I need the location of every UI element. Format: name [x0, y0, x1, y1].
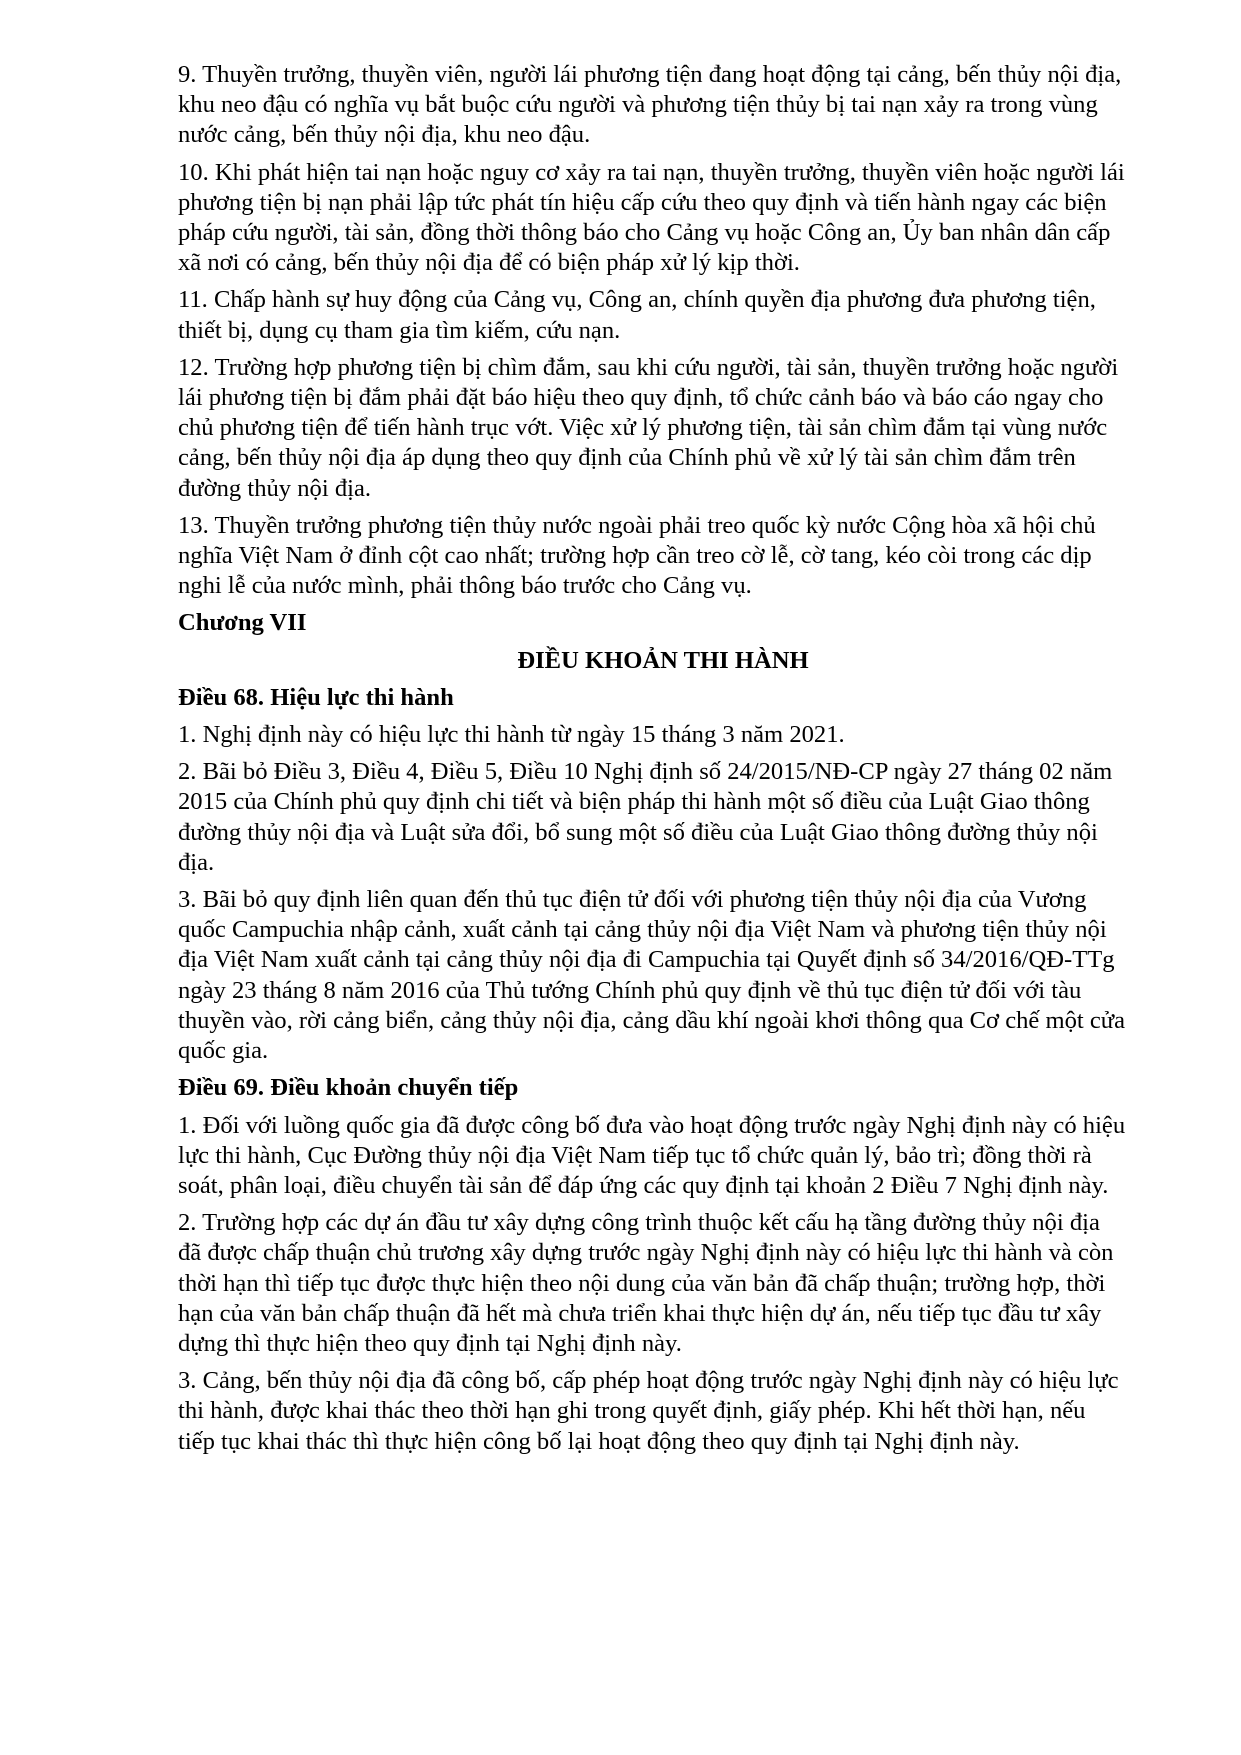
article-69-heading: Điều 69. Điều khoản chuyển tiếp: [178, 1074, 519, 1102]
article-68-clause-2: 2. Bãi bỏ Điều 3, Điều 4, Điều 5, Điều 10 Nghị định số 24/2015/NĐ-CP ngày 27 tháng 02 năm 2015 của Chính phủ quy định chi tiết và biện pháp thi hành một số điều của Luật Giao thông đường thủy nội địa và Luật sửa đổi, bổ sung một số điều của Luật Giao thông đường thủy nội địa.: [178, 758, 1113, 876]
article-69-clause-3: 3. Cảng, bến thủy nội địa đã công bố, cấp phép hoạt động trước ngày Nghị định này có hiệu lực thi hành, được khai thác theo thời hạn ghi trong quyết định, giấy phép. Khi hết thời hạn, nếu tiếp tục khai thác thì thực hiện công bố lại hoạt động theo quy định tại Nghị định này.: [178, 1367, 1119, 1455]
clause-12: 12. Trường hợp phương tiện bị chìm đắm, sau khi cứu người, tài sản, thuyền trưởng hoặc người lái phương tiện bị đắm phải đặt báo hiệu theo quy định, tổ chức cảnh báo và báo cáo ngay cho chủ phương tiện để tiến hành trục vớt. Việc xử lý phương tiện, tài sản chìm đắm tại vùng nước cảng, bến thủy nội địa áp dụng theo quy định của Chính phủ về xử lý tài sản chìm đắm trên đường thủy nội địa.: [178, 353, 1119, 502]
article-69-clause-1: 1. Đối với luồng quốc gia đã được công bố đưa vào hoạt động trước ngày Nghị định này có hiệu lực thi hành, Cục Đường thủy nội địa Việt Nam tiếp tục tổ chức quản lý, bảo trì; đồng thời rà soát, phân loại, điều chuyển tài sản để đáp ứng các quy định tại khoản 2 Điều 7 Nghị định này.: [178, 1111, 1126, 1199]
document-body: [178, 60, 1128, 1464]
article-68-heading: Điều 68. Hiệu lực thi hành: [178, 683, 454, 711]
article-68-clause-3: 3. Bãi bỏ quy định liên quan đến thủ tục điện tử đối với phương tiện thủy nội địa của Vương quốc Campuchia nhập cảnh, xuất cảnh tại cảng thủy nội địa Việt Nam và phương tiện thủy nội địa Việt Nam xuất cảnh tại cảng thủy nội địa đi Campuchia tại Quyết định số 34/2016/QĐ-TTg ngày 23 tháng 8 năm 2016 của Thủ tướng Chính phủ quy định về thủ tục điện tử đối với tàu thuyền vào, rời cảng biển, cảng thủy nội địa, cảng dầu khí ngoài khơi thông qua Cơ chế một cửa quốc gia.: [178, 886, 1126, 1065]
article-69-clause-2: 2. Trường hợp các dự án đầu tư xây dựng công trình thuộc kết cấu hạ tầng đường thủy nội địa đã được chấp thuận chủ trương xây dựng trước ngày Nghị định này có hiệu lực thi hành và còn thời hạn thì tiếp tục được thực hiện theo nội dung của văn bản đã chấp thuận; trường hợp, thời hạn của văn bản chấp thuận đã hết mà chưa triển khai thực hiện dự án, nếu tiếp tục đầu tư xây dựng thì thực hiện theo quy định tại Nghị định này.: [178, 1209, 1114, 1357]
clause-10: 10. Khi phát hiện tai nạn hoặc nguy cơ xảy ra tai nạn, thuyền trưởng, thuyền viên hoặc người lái phương tiện bị nạn phải lập tức phát tín hiệu cấp cứu theo quy định và tiến hành ngay các biện pháp cứu người, tài sản, đồng thời thông báo cho Cảng vụ hoặc Công an, Ủy ban nhân dân cấp xã nơi có cảng, bến thủy nội địa để có biện pháp xử lý kịp thời.: [178, 158, 1125, 277]
clause-11: 11. Chấp hành sự huy động của Cảng vụ, Công an, chính quyền địa phương đưa phương tiện, thiết bị, dụng cụ tham gia tìm kiếm, cứu nạn.: [178, 286, 1096, 344]
clause-13: 13. Thuyền trưởng phương tiện thủy nước ngoài phải treo quốc kỳ nước Cộng hòa xã hội chủ nghĩa Việt Nam ở đỉnh cột cao nhất; trường hợp cần treo cờ lễ, cờ tang, kéo còi trong các dịp nghi lễ của nước mình, phải thông báo trước cho Cảng vụ.: [178, 511, 1096, 600]
article-68-clause-1: 1. Nghị định này có hiệu lực thi hành từ ngày 15 tháng 3 năm 2021.: [178, 721, 845, 749]
chapter-label: Chương VII: [178, 609, 307, 637]
chapter-title: ĐIỀU KHOẢN THI HÀNH: [517, 646, 809, 674]
clause-9: 9. Thuyền trưởng, thuyền viên, người lái phương tiện đang hoạt động tại cảng, bến thủy nội địa, khu neo đậu có nghĩa vụ bắt buộc cứu người và phương tiện thủy bị tai nạn xảy ra trong vùng nước cảng, bến thủy nội địa, khu neo đậu.: [178, 61, 1122, 149]
